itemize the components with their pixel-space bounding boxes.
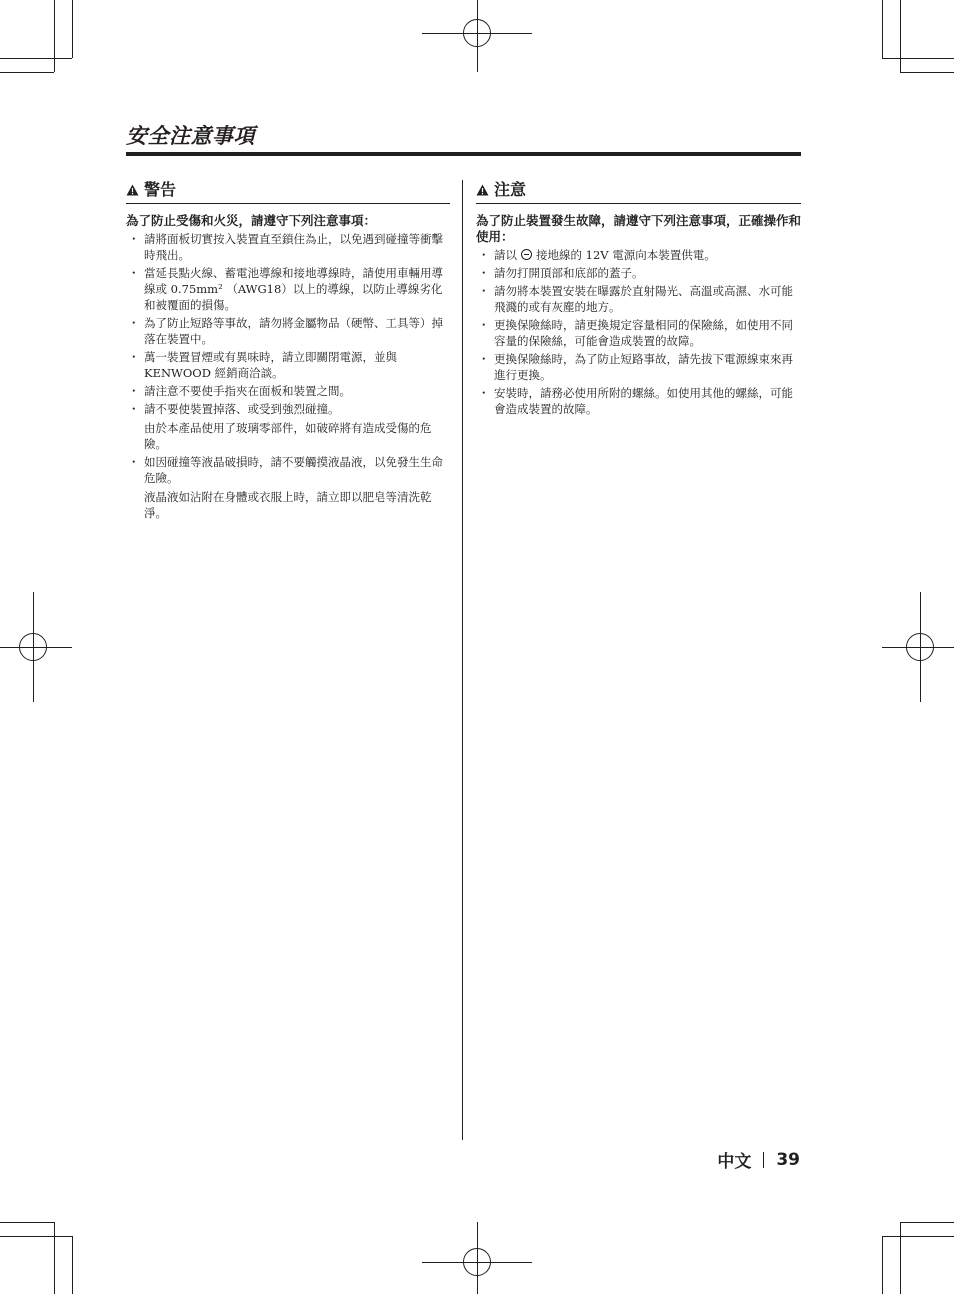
column-divider bbox=[462, 180, 463, 1140]
caution-heading bbox=[476, 178, 801, 204]
caution-section bbox=[476, 178, 801, 419]
list-item: ・ 請以 接地線的 12V 電源向本裝置供電。 bbox=[478, 248, 716, 262]
list-item: ・ 為了防止短路等事故，請勿將金屬物品（硬幣、工具等）掉落在裝置中。 bbox=[128, 316, 443, 346]
page-title: 安全注意事項 bbox=[126, 124, 255, 148]
list-item: ・ 請不要使裝置掉落、或受到強烈碰撞。 由於本產品使用了玻璃零部件，如破碎將有造成受傷的危險。 bbox=[126, 401, 450, 452]
negative-ground-icon bbox=[521, 249, 532, 260]
page-footer bbox=[717, 1147, 800, 1172]
page-number: 39 bbox=[776, 1149, 800, 1170]
list-item: ・ 請將面板切實按入裝置直至鎖住為止，以免遇到碰撞等衝擊時飛出。 bbox=[128, 232, 443, 262]
footer-separator bbox=[763, 1152, 764, 1168]
list-item-note: 液晶液如沾附在身體或衣服上時，請立即以肥皂等清洗乾淨。 bbox=[144, 490, 432, 520]
list-item: ・ 安裝時，請務必使用所附的螺絲。如使用其他的螺絲，可能會造成裝置的故障。 bbox=[478, 386, 793, 416]
list-item: ・ 如因碰撞等液晶破損時，請不要觸摸液晶液，以免發生生命危險。 液晶液如沾附在身體或衣服上時，請立即以肥皂等清洗乾淨。 bbox=[126, 454, 450, 521]
title-rule bbox=[126, 152, 801, 156]
caution-triangle-icon bbox=[476, 184, 489, 196]
list-item: ・ 萬一裝置冒煙或有異味時，請立即關閉電源，並與 KENWOOD 經銷商洽談。 bbox=[128, 350, 397, 380]
warning-section bbox=[126, 178, 450, 523]
list-item: ・ 當延長點火線、蓄電池導線和接地導線時，請使用車輛用導線或 0.75mm² （AWG18）以上的導線，以防止導線劣化和被覆面的損傷。 bbox=[128, 266, 443, 312]
caution-heading-label: 注意 bbox=[494, 180, 527, 199]
caution-subheading: 為了防止裝置發生故障，請遵守下列注意事項，正確操作和使用： bbox=[476, 213, 802, 244]
language-label: 中文 bbox=[717, 1152, 752, 1172]
warning-subheading: 為了防止受傷和火災，請遵守下列注意事項： bbox=[126, 213, 377, 228]
warning-triangle-icon bbox=[126, 184, 139, 196]
caution-list bbox=[476, 247, 801, 417]
warning-list bbox=[126, 231, 450, 521]
list-item: ・ 請勿打開頂部和底部的蓋子。 bbox=[478, 266, 644, 280]
warning-heading bbox=[126, 178, 450, 204]
list-item: ・ 更換保險絲時，請更換規定容量相同的保險絲，如使用不同容量的保險絲，可能會造成裝置的故障。 bbox=[478, 318, 793, 348]
list-item-note: 由於本產品使用了玻璃零部件，如破碎將有造成受傷的危險。 bbox=[144, 421, 432, 451]
list-item: ・ 請勿將本裝置安裝在曝露於直射陽光、高溫或高濕、水可能飛濺的或有灰塵的地方。 bbox=[478, 284, 793, 314]
warning-heading-label: 警告 bbox=[144, 180, 177, 199]
list-item: ・ 請注意不要使手指夾在面板和裝置之間。 bbox=[128, 384, 351, 398]
list-item: ・ 更換保險絲時，為了防止短路事故，請先拔下電源線束來再進行更換。 bbox=[478, 352, 793, 382]
